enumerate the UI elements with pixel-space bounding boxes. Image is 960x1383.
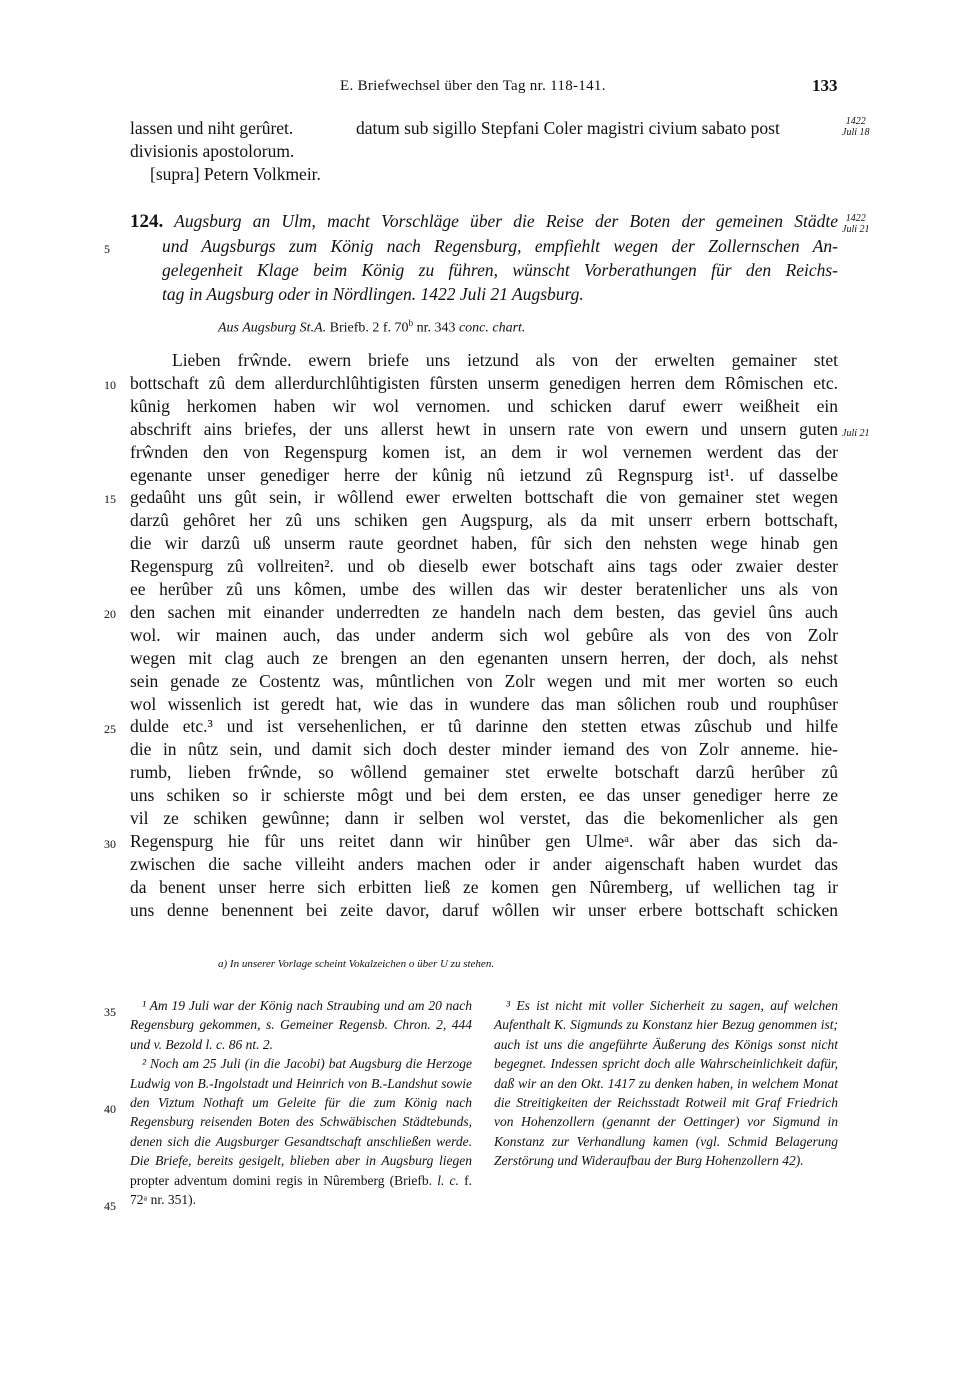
body-line: ee herûber zû uns kômen, umbe des willen das wir dester beratenlicher uns als von [130,579,838,599]
line-number: 25 [104,722,116,736]
body-line: vil ze schiken gewûnne; dann ir selben wol verstet, das die bekomenlicher als gen [130,808,838,828]
body-line: frŵnden den von Regenspurg komen ist, an dem ir wol vernemen werdent das der [130,441,838,462]
entry-title-line-3: gelegenheit Klage beim König zu führen, wünscht Vorberathungen für den Reichs- [162,260,838,280]
body-line: wegen mit clag auch ze brengen an den egenanten unsern herren, der doch, als nehst [130,647,838,668]
margin-date: Juli 21 [842,224,870,235]
source-archive: Aus Augsburg St.A. [218,320,327,336]
entry-title-line-1 [130,211,838,233]
prev-entry-line-1: lassen und niht gerûret. [130,118,294,138]
footnote-a: a) In unserer Vorlage scheint Vokalzeichen o über U zu stehen. [218,958,495,970]
footnote-2-folio: f. 72ᵃ nr. 351). [130,1172,472,1208]
body-line: sein genade ze Costentz was, mûntlichen von Zolr wegen und mit mer worten so euch [130,670,838,691]
body-line: Regenspurg zû vollreiten². und ob dieselb ewer botschaft ains tags oder zwaier dester [130,556,838,577]
body-line: Regenspurg hie fûr uns reitet dann wir hinûber gen Ulmeᵃ. wâr aber das sich da- [130,830,838,851]
running-header: E. Briefwechsel über den Tag nr. 118-141. [340,78,606,94]
footnote-2-text: ² Noch am 25 Juli (in die Jacobi) bat Augsburg die Herzoge Ludwig von B.-Ingolstadt und Heinrich von B.-Landshut sowie den Viztum Nothaft um Geleite für die zum König nach Regensburg reisenden Boten des Schwäbischen Städtebunds, denen sich die Augsburger Gesandtschaft anschließen werde. Die Briefe, bereits gesigelt, blieben aber in Augsburg liegen [130,1056,472,1169]
source-folio: Briefb. 2 f. 70 [329,320,409,336]
entry-number: 124. [130,211,164,232]
line-number: 45 [104,1199,116,1213]
line-number: 35 [104,1005,116,1019]
footnote-1: ¹ Am 19 Juli war der König nach Straubing und am 20 nach Regensburg gekommen, s. Gemeiner Regensb. Chron. 2, 444 und v. Bezold l. c. 86 nt. 2. [130,998,472,1052]
body-line: darzû gehôret her zû uns schiken gen Augspurg, als da mit unserr erbern bottschaft, [130,510,838,531]
body-line: bottschaft zû dem allerdurchlûhtigisten fûrsten unserm genedigen herren dem Rômischen etc. [130,372,838,393]
footnotes-left-column [130,996,472,1209]
entry-title-line-2: und Augsburgs zum König nach Regensburg, empfiehlt wegen der Zollernschen An- [162,236,838,256]
entry-title-line-4: tag in Augsburg oder in Nördlingen. 1422 Juli 21 Augsburg. [162,284,584,304]
prev-entry-dating: datum sub sigillo Stepfani Coler magistri civium sabato post [356,118,780,138]
source-folio-sup: b [408,318,414,328]
margin-note-prev [842,116,870,138]
body-line: abschrift ains briefes, der uns allerst hewt in unsern rate von ewern und unsern guten [130,418,838,439]
footnote-2 [130,1054,472,1209]
footnote-2-ref: l. c. [437,1172,459,1188]
source-number: nr. 343 [416,320,456,336]
body-line: uns denne benennent bei zeite davor, daruf wôllen wir unser erbere bottschaft schicken [130,899,838,920]
line-number: 30 [104,837,116,851]
line-number: 40 [104,1102,116,1116]
body-line: gedaûht uns gût sein, ir wôllend ewer erwelten bottschaft die von gemainer stet wegen [130,487,838,508]
source-line [218,318,525,337]
entry-title-text-1: Augsburg an Ulm, macht Vorschläge über die Reise der Boten der gemeinen Städte [174,211,838,231]
body-line: zwischen die sache villeiht anders machen oder ir ander aigenschaft haben wurdet das [130,853,838,874]
margin-note-entry [842,213,870,235]
body-line: Lieben frŵnde. ewern briefe uns ietzund als von der erwelten gemainer stet [172,350,838,370]
margin-year: 1422 [845,213,866,224]
prev-entry-line-2: divisionis apostolorum. [130,141,295,161]
page-number: 133 [812,76,838,95]
margin-date-body: Juli 21 [842,428,870,439]
footnote-3: ³ Es ist nicht mit voller Sicherheit zu sagen, auf welchen Aufenthalt K. Sigmunds zu Konstanz hier Bezug genommen ist; auch ist uns die angeführte Äußerung des Königs sonst nicht begegnet. Indessen spricht doch alle Wahrscheinlichkeit dafür, daß wir an den Okt. 1417 zu denken haben, in welchem Monat die Streitigkeiten der Reichsstadt Rotweil mit Graf Friedrich von Hohenzollern (genannt der Oettinger) vor Sigmund in Konstanz zur Verhandlung kamen (vgl. Schmid Belagerung Zerstörung und Wideraufbau der Burg Hohenzollern 42). [494,998,838,1169]
margin-year: 1422 [845,116,866,127]
body-line: rumb, lieben frŵnde, so wôllend gemainer stet erwelte botschaft darzû herûber zû [130,762,838,783]
prev-entry-line-3: [supra] Petern Volkmeir. [150,164,321,184]
footnote-2-quote: propter adventum domini regis in Nûremberg (Briefb. [130,1172,433,1188]
body-line: den sachen mit einander underredten ze handeln nach dem besten, das geviel ûns auch [130,601,838,622]
line-number: 20 [104,607,116,621]
body-line: egenante unser genediger herre der kûnig nû ietzund zû Regnspurg ist¹. uf dasselbe [130,464,838,485]
line-number: 5 [104,242,110,256]
footnotes-right-column [494,996,838,1171]
body-line: dulde etc.³ und ist versehenlichen, er tû darinne den stetten etwas zûschub und hilfe [130,716,838,737]
body-line: die wir darzû uß unserm raute geordnet haben, fûr sich den nehsten wege hinab gen [130,533,838,554]
line-number: 15 [104,492,116,506]
body-line: da benent unser herre sich erbitten ließ ze komen gen Nûremberg, uf wellichen tag ir [130,876,838,897]
body-line: wol. wir mainen auch, das under anderm sich wol gebûre als von des von Zolr [130,624,838,645]
body-line: uns schiken so ir schierste môgt und bei dem ersten, ee das unser genediger herre ze [130,785,838,806]
source-type: conc. chart. [458,320,526,336]
margin-date: Juli 18 [842,127,870,138]
body-line: die in nûtz sein, und damit sich doch dester minder iemand des von Zolr anneme. hie- [130,739,838,760]
line-number: 10 [104,378,116,392]
body-line: kûnig herkomen haben wir wol vernomen. und schicken daruf ewerr weißheit ein [130,395,838,416]
body-line: wol wissenlich ist geredt hat, wie das in wundere das man sôlichen roub und rouphûser [130,693,838,714]
